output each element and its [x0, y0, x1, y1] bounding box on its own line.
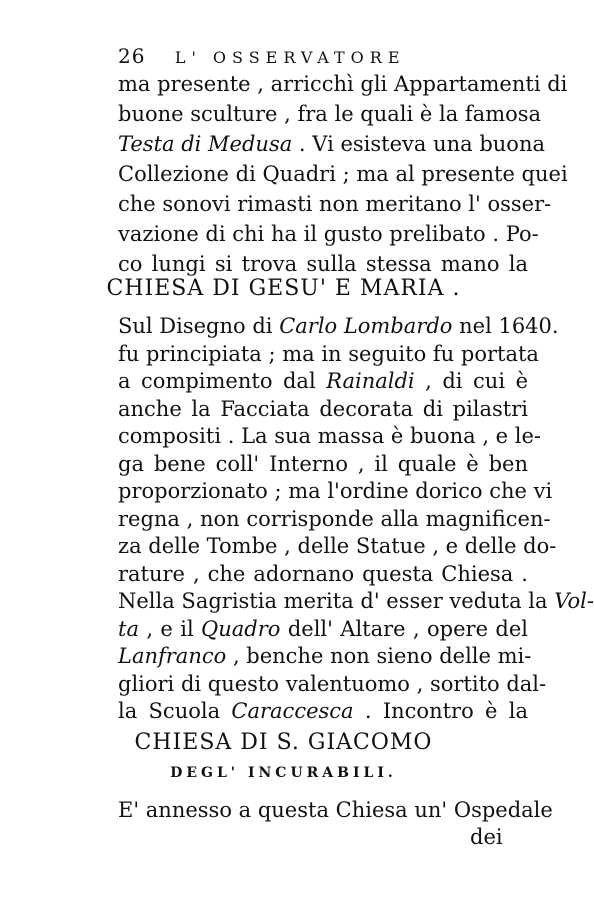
text-segment: proporzionato ; ma l'ordine dorico che vi	[118, 479, 553, 503]
text-line	[118, 222, 539, 246]
text-line	[118, 561, 528, 586]
running-title: L' OSSERVATORE	[174, 48, 406, 67]
text-line	[118, 132, 545, 156]
text-line	[118, 451, 528, 476]
italic-segment: Rainaldi	[326, 369, 415, 393]
italic-segment: Lanfranco	[118, 644, 227, 668]
italic-segment: Testa di Medusa	[118, 132, 293, 156]
text-segment: fu principiata ; ma in seguito fu portata	[118, 341, 539, 366]
italic-segment: ta	[118, 616, 139, 641]
text-line	[118, 162, 568, 186]
text-segment: regna , non corrisponde alla magnificen-	[118, 506, 551, 531]
text-segment: , di cui è	[414, 369, 528, 393]
text-segment: compositi . La sua massa è buona , e le-	[118, 424, 542, 448]
text-segment: gliori di questo valentuomo , sortito dal-	[118, 671, 547, 696]
text-line	[118, 479, 553, 503]
text-segment: che sonovi rimasti non meritano l' osser-	[118, 192, 552, 216]
text-line	[118, 616, 528, 641]
italic-segment: Carlo Lombardo	[279, 314, 453, 338]
text-line	[118, 314, 559, 338]
italic-segment: Caraccesca	[231, 699, 354, 723]
text-segment: rature , che adornano questa Chiesa .	[118, 561, 528, 586]
text-segment: ga bene coll' Interno , il quale è ben	[118, 451, 528, 476]
text-segment: Sul Disegno di	[118, 314, 280, 338]
text-segment: Nella Sagristia merita d' esser veduta la	[118, 589, 555, 613]
text-segment: nel 1640.	[452, 314, 559, 338]
text-line	[118, 424, 542, 448]
text-segment: dell' Altare , opere del	[280, 616, 528, 641]
page-header	[118, 44, 406, 68]
text-line	[118, 798, 553, 822]
text-line	[118, 254, 528, 275]
text-line	[118, 589, 594, 613]
text-segment: Collezione di Quadri ; ma al presente quei	[118, 162, 568, 186]
text-segment: , benche non sieno delle mi-	[226, 644, 532, 668]
text-segment: . Incontro è la	[353, 699, 528, 723]
text-line	[118, 396, 528, 421]
text-segment: anche la Facciata decorata di pilastri	[118, 396, 528, 421]
text-line	[118, 506, 551, 531]
text-segment: . Vi esisteva una buona	[292, 132, 545, 156]
section-heading-s-giacomo: CHIESA DI S. GIACOMO	[134, 730, 433, 755]
text-line	[118, 341, 539, 366]
italic-segment: Quadro	[201, 616, 281, 641]
text-segment: E' annesso a questa Chiesa un' Ospedale	[118, 798, 553, 822]
page-number: 26	[118, 44, 146, 68]
text-segment: buone sculture , fra le quali è la famosa	[118, 102, 542, 126]
text-line	[118, 72, 568, 96]
section-subheading: DEGL' INCURABILI.	[170, 765, 397, 781]
text-line	[118, 671, 547, 696]
catchword: dei	[470, 825, 503, 849]
text-line	[118, 701, 528, 722]
text-segment: vazione di chi ha il gusto prelibato . Po-	[118, 222, 539, 246]
text-line	[118, 371, 528, 392]
text-line	[118, 102, 542, 126]
text-segment: a compimento dal	[118, 369, 327, 393]
text-segment: la Scuola	[118, 699, 232, 723]
text-line	[118, 644, 532, 668]
text-segment: , e il	[138, 616, 202, 641]
text-segment: za delle Tombe , delle Statue , e delle do-	[118, 534, 557, 558]
text-line	[118, 534, 557, 558]
text-line	[118, 192, 552, 216]
text-segment: co lungi si trova sulla stessa mano la	[118, 252, 528, 276]
italic-segment: Vol-	[554, 589, 594, 613]
section-heading-gesu-maria: CHIESA DI GESU' E MARIA .	[106, 276, 461, 301]
text-segment: ma presente , arricchì gli Appartamenti di	[118, 72, 568, 96]
